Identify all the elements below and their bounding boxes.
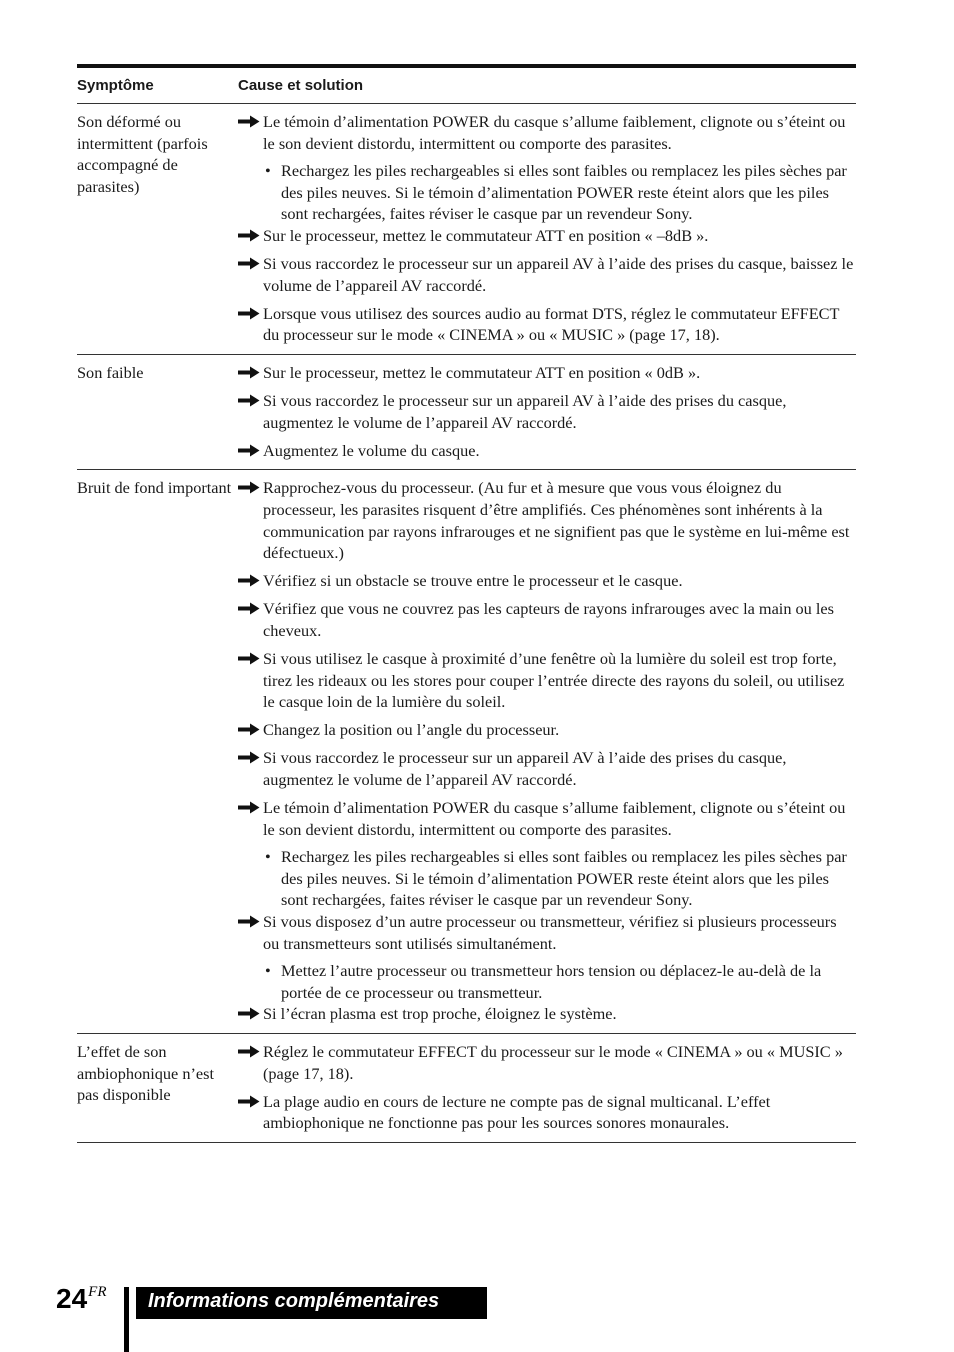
cause-cell (238, 477, 856, 1025)
header-cause: Cause et solution (238, 77, 364, 94)
solution-item (238, 1091, 856, 1134)
solution-item (238, 648, 856, 713)
page-number (56, 1283, 106, 1315)
solution-body (263, 390, 856, 433)
solution-item (238, 1003, 856, 1025)
section-title: Informations complémentaires (136, 1287, 487, 1319)
troubleshooting-table (77, 64, 856, 1143)
solution-item (238, 225, 856, 247)
solution-text: Si l’écran plasma est trop proche, éloignez le système. (263, 1004, 617, 1024)
solution-body (263, 253, 856, 296)
sub-bullet-item (263, 160, 856, 225)
arrow-right-icon (238, 570, 263, 592)
solution-text: Si vous raccordez le processeur sur un appareil AV à l’aide des prises du casque, baissez le volume de l’appareil AV raccordé. (263, 254, 854, 295)
sub-bullet-item (263, 846, 856, 911)
solution-body (263, 598, 856, 641)
sub-bullet-text: Rechargez les piles rechargeables si elles sont faibles ou remplacez les piles sèches par des piles neuves. Si le témoin d’alimentation POWER reste éteint alors que les piles sont rechargées, faites réviser le casque par un revendeur Sony. (281, 161, 847, 224)
page-language-suffix: FR (88, 1284, 107, 1300)
solution-item (238, 598, 856, 641)
sub-bullet-text: Rechargez les piles rechargeables si elles sont faibles ou remplacez les piles sèches par des piles neuves. Si le témoin d’alimentation POWER reste éteint alors que les piles sont rechargées, faites réviser le casque par un revendeur Sony. (281, 847, 847, 910)
arrow-right-icon (238, 598, 263, 641)
cause-cell (238, 362, 856, 461)
solution-body (263, 362, 856, 384)
bullet-icon: • (265, 847, 271, 867)
solution-text: Si vous raccordez le processeur sur un appareil AV à l’aide des prises du casque, augmentez le volume de l’appareil AV raccordé. (263, 391, 787, 432)
solution-body (263, 440, 856, 462)
arrow-right-icon (238, 648, 263, 713)
solution-item (238, 362, 856, 384)
arrow-right-icon (238, 253, 263, 296)
page-number-value: 24 (56, 1283, 88, 1314)
solution-body (263, 225, 856, 247)
arrow-right-icon (238, 477, 263, 563)
symptom-cell: Bruit de fond important (77, 478, 232, 498)
solution-body (263, 648, 856, 713)
solution-text: Vérifiez que vous ne couvrez pas les capteurs de rayons infrarouges avec la main ou les cheveux. (263, 599, 834, 640)
cause-cell (238, 1041, 856, 1134)
solution-text: Si vous raccordez le processeur sur un appareil AV à l’aide des prises du casque, augmentez le volume de l’appareil AV raccordé. (263, 748, 787, 789)
solution-text: Lorsque vous utilisez des sources audio au format DTS, réglez le commutateur EFFECT du processeur sur le mode « CINEMA » ou « MUSIC » (page 17, 18). (263, 303, 840, 345)
symptom-cell: L’effet de son ambiophonique n’est pas disponible (77, 1041, 215, 1105)
arrow-right-icon (238, 225, 263, 247)
solution-text: Rapprochez-vous du processeur. (Au fur et à mesure que vous vous éloignez du processeur, les parasites risquent d’être amplifiés. Ces phénomènes sont inhérents à la communication par rayons infrarouges et ne signifient pas que le système en lui-même est défectueux.) (263, 478, 850, 563)
bullet-icon: • (265, 161, 271, 181)
solution-item (238, 477, 856, 563)
arrow-right-icon (238, 719, 263, 741)
solution-text: Augmentez le volume du casque. (263, 440, 480, 460)
solution-body (263, 570, 856, 592)
solution-body (263, 1041, 856, 1084)
table-row (77, 1034, 856, 1143)
symptom-cell: Son faible (77, 362, 144, 382)
solution-body (263, 747, 856, 790)
solution-text: Réglez le commutateur EFFECT du processeur sur le mode « CINEMA » ou « MUSIC » (page 17, 18). (263, 1041, 843, 1083)
solution-text: Changez la position ou l’angle du processeur. (263, 720, 560, 740)
solution-item (238, 719, 856, 741)
solution-body (263, 1091, 856, 1134)
arrow-right-icon (238, 440, 263, 462)
sub-bullet-text: Mettez l’autre processeur ou transmetteur hors tension ou déplacez-le au-delà de la portée de ce processeur ou transmetteur. (281, 961, 822, 1002)
arrow-right-icon (238, 303, 263, 346)
bullet-icon: • (265, 961, 271, 981)
table-row (77, 104, 856, 355)
symptom-cell: Son déformé ou intermittent (parfois accompagné de parasites) (77, 112, 208, 196)
solution-text: Le témoin d’alimentation POWER du casque s’allume faiblement, clignote ou s’éteint ou le son devient distordu, intermittent ou comporte des parasites. (263, 798, 846, 839)
solution-item (238, 253, 856, 296)
solution-text: Vérifiez si un obstacle se trouve entre le processeur et le casque. (263, 571, 683, 591)
arrow-right-icon (238, 911, 263, 1003)
solution-item (238, 440, 856, 462)
table-row (77, 470, 856, 1034)
solution-body (263, 1003, 856, 1025)
arrow-right-icon (238, 747, 263, 790)
table-body (77, 104, 856, 1143)
solution-body (263, 477, 856, 563)
arrow-right-icon (238, 362, 263, 384)
solution-item (238, 390, 856, 433)
solution-text: Sur le processeur, mettez le commutateur ATT en position « 0dB ». (263, 362, 701, 382)
footer-divider-bar (124, 1287, 129, 1352)
arrow-right-icon (238, 111, 263, 225)
solution-item (238, 747, 856, 790)
solution-body (263, 111, 856, 225)
solution-body (263, 719, 856, 741)
table-header (77, 68, 856, 104)
solution-item (238, 570, 856, 592)
solution-text: Le témoin d’alimentation POWER du casque s’allume faiblement, clignote ou s’éteint ou le son devient distordu, intermittent ou comporte des parasites. (263, 112, 846, 153)
solution-body (263, 303, 856, 346)
cause-cell (238, 111, 856, 346)
solution-item (238, 911, 856, 1003)
arrow-right-icon (238, 1041, 263, 1084)
arrow-right-icon (238, 797, 263, 911)
solution-item (238, 303, 856, 346)
solution-text: Si vous disposez d’un autre processeur ou transmetteur, vérifiez si plusieurs processeurs ou transmetteurs sont utilisés simultanément. (263, 912, 837, 953)
arrow-right-icon (238, 1003, 263, 1025)
solution-text: La plage audio en cours de lecture ne compte pas de signal multicanal. L’effet ambiophonique ne fonctionne pas pour les sources sonores monaurales. (263, 1091, 771, 1133)
solution-item (238, 111, 856, 225)
header-symptom: Symptôme (77, 77, 154, 94)
solution-body (263, 797, 856, 911)
arrow-right-icon (238, 1091, 263, 1134)
solution-item (238, 1041, 856, 1084)
solution-text: Si vous utilisez le casque à proximité d’une fenêtre où la lumière du soleil est trop forte, tirez les rideaux ou les stores pour couper l’entrée directe des rayons du soleil, ou utilisez le casque loin de la lumière du soleil. (263, 648, 845, 712)
sub-bullet-item (263, 960, 856, 1003)
table-row (77, 355, 856, 470)
solution-text: Sur le processeur, mettez le commutateur ATT en position « –8dB ». (263, 225, 709, 245)
solution-body (263, 911, 856, 1003)
arrow-right-icon (238, 390, 263, 433)
solution-item (238, 797, 856, 911)
